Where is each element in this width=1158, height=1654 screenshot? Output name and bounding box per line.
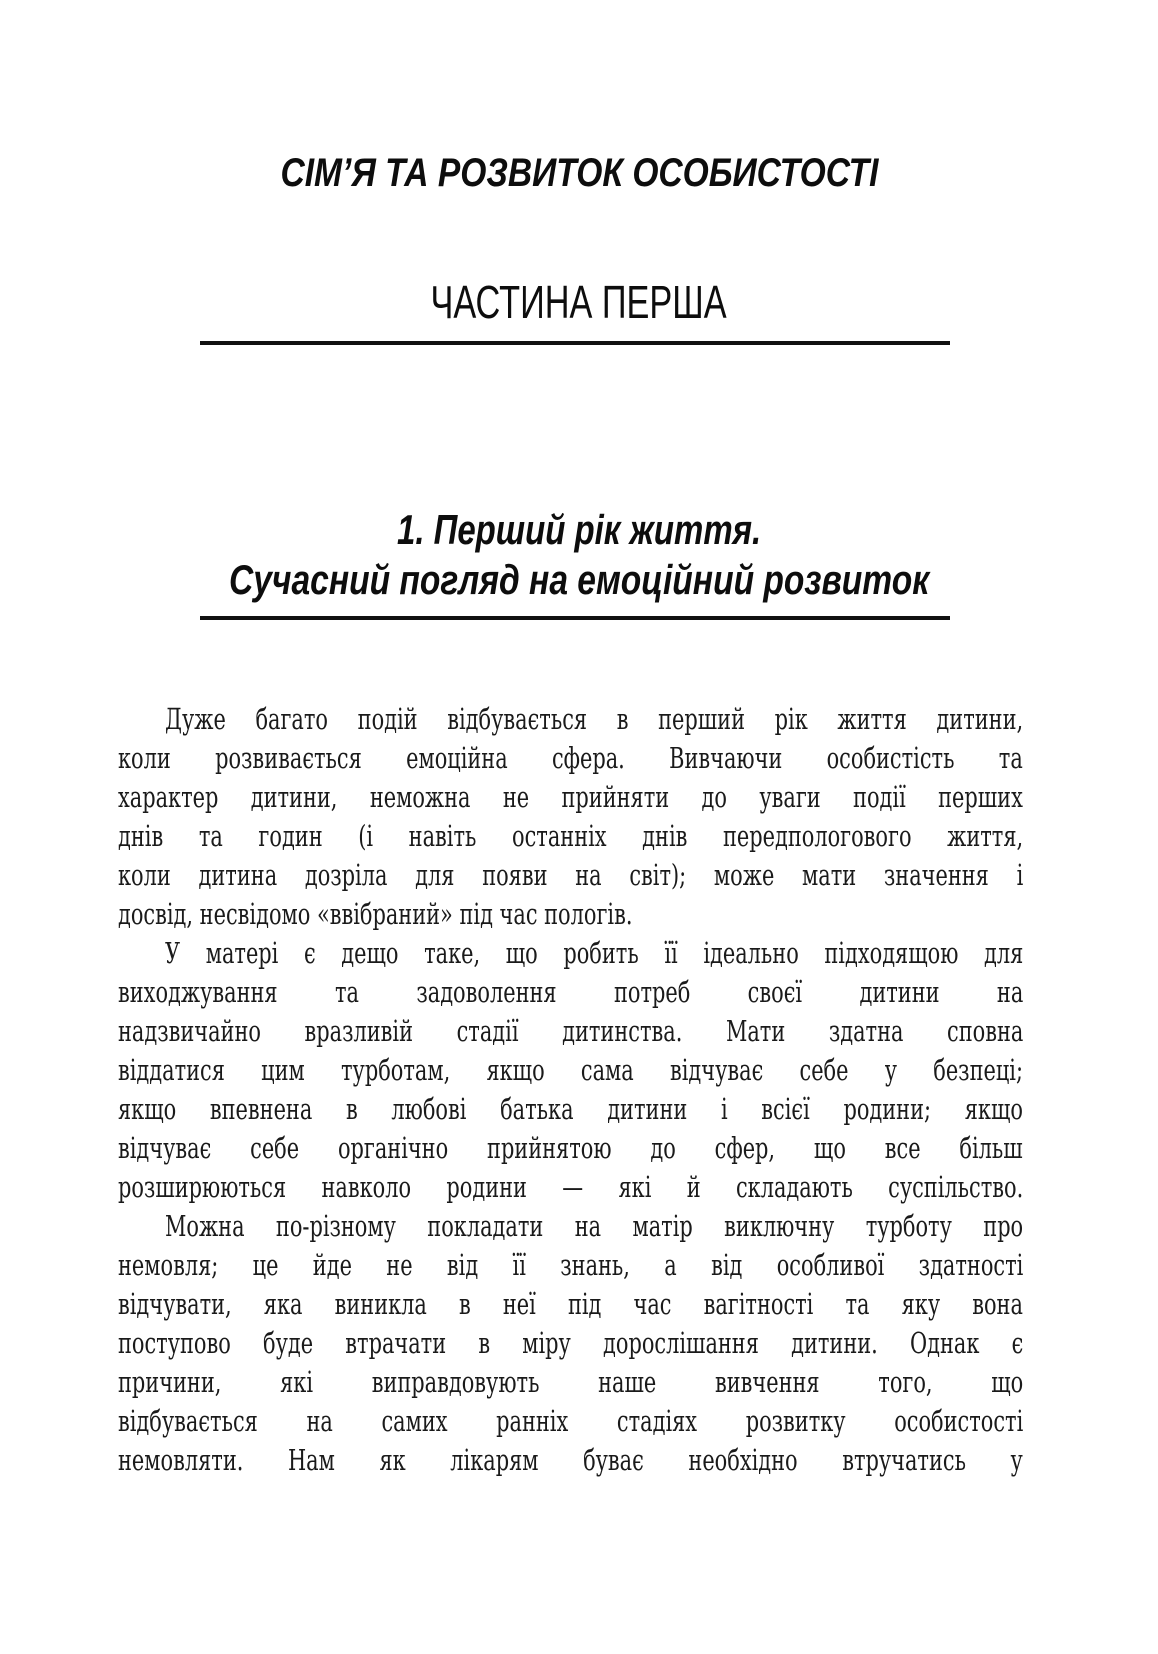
text-line: розширюються навколо родини — які й складають суспільство. bbox=[118, 1170, 1024, 1204]
text-line: днів та годин (і навіть останніх днів передпологового життя, bbox=[118, 819, 1024, 853]
text-line: причини, які виправдовують наше вивчення того, що bbox=[118, 1365, 1024, 1399]
chapter-heading-line2-text: Сучасний погляд на емоційний розвиток bbox=[228, 556, 930, 603]
text-line: поступово буде втрачати в міру дорослішання дитини. Однак є bbox=[118, 1326, 1024, 1360]
part-heading-rule bbox=[200, 341, 950, 345]
text-line: Можна по-різному покладати на матір виключну турботу про bbox=[165, 1209, 1024, 1243]
text-line: коли дитина дозріла для появи на світ); може мати значення і bbox=[118, 858, 1024, 892]
text-line: Дуже багато подій відбувається в перший рік життя дитини, bbox=[165, 702, 1024, 736]
text-line: якщо впевнена в любові батька дитини і всієї родини; якщо bbox=[118, 1092, 1023, 1126]
paragraph bbox=[118, 1207, 1023, 1480]
chapter-heading-line1 bbox=[0, 505, 1158, 555]
text-line: відчуває себе органічно прийнятою до сфер, що все більш bbox=[118, 1131, 1023, 1165]
text-line: досвід, несвідомо «ввібраний» під час пологів. bbox=[118, 897, 633, 931]
book-title-text: СІМ’Я ТА РОЗВИТОК ОСОБИСТОСТІ bbox=[280, 151, 878, 195]
text-line: У матері є дещо таке, що робить її ідеально підходящою для bbox=[165, 936, 1024, 970]
text-line: характер дитини, неможна не прийняти до уваги події перших bbox=[118, 780, 1023, 814]
chapter-heading-rule bbox=[200, 616, 950, 620]
paragraph bbox=[118, 934, 1023, 1207]
text-line: коли розвивається емоційна сфера. Вивчаючи особистість та bbox=[118, 741, 1023, 775]
chapter-heading-line2 bbox=[0, 555, 1158, 605]
chapter-heading-line1-text: 1. Перший рік життя. bbox=[396, 506, 762, 553]
body-text bbox=[118, 700, 1023, 1480]
paragraph bbox=[118, 700, 1023, 934]
book-title bbox=[0, 150, 1158, 196]
text-line: відбувається на самих ранніх стадіях розвитку особистості bbox=[118, 1404, 1024, 1438]
part-heading bbox=[0, 277, 1158, 327]
text-line: немовляти. Нам як лікарям буває необхідно втручатись у bbox=[118, 1443, 1023, 1477]
text-line: виходжування та задоволення потреб своєї дитини на bbox=[118, 975, 1024, 1009]
part-heading-text: ЧАСТИНА ПЕРША bbox=[430, 276, 728, 328]
text-line: немовля; це йде не від її знань, а від особливої здатності bbox=[118, 1248, 1024, 1282]
text-line: відчувати, яка виникла в неї під час вагітності та яку вона bbox=[118, 1287, 1023, 1321]
text-line: віддатися цим турботам, якщо сама відчуває себе у безпеці; bbox=[118, 1053, 1023, 1087]
text-line: надзвичайно вразливій стадії дитинства. Мати здатна сповна bbox=[118, 1014, 1024, 1048]
